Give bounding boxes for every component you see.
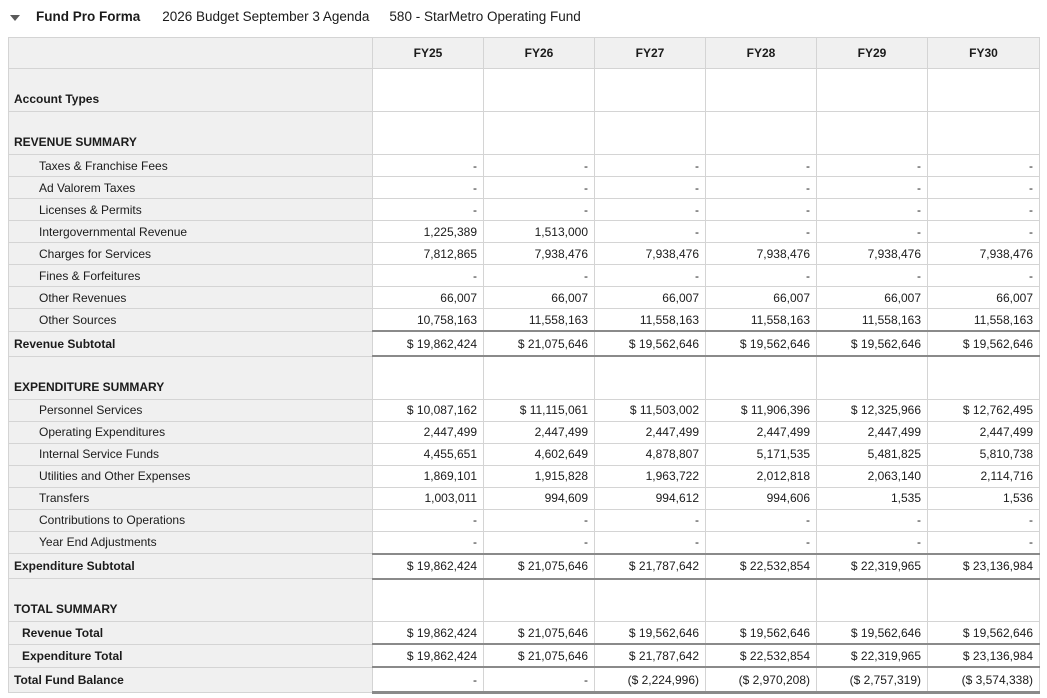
value-cell: $ 11,115,061 (484, 399, 595, 421)
value-cell: - (595, 199, 706, 221)
column-header-fy25: FY25 (373, 38, 484, 69)
table-row (9, 509, 1040, 531)
value-cell: 2,012,818 (706, 465, 817, 487)
value-cell: - (484, 155, 595, 177)
value-cell: 5,481,825 (817, 443, 928, 465)
value-cell: - (706, 199, 817, 221)
value-cell: $ 22,532,854 (706, 644, 817, 667)
value-cell: $ 11,906,396 (706, 399, 817, 421)
value-cell: 2,447,499 (595, 421, 706, 443)
column-header-row (9, 38, 1040, 69)
value-cell (595, 579, 706, 622)
value-cell: - (928, 155, 1040, 177)
value-cell (817, 69, 928, 112)
value-cell: 7,938,476 (928, 243, 1040, 265)
value-cell (595, 356, 706, 399)
value-cell: ($ 2,970,208) (706, 667, 817, 693)
value-cell: $ 22,319,965 (817, 554, 928, 579)
value-cell: 4,602,649 (484, 443, 595, 465)
value-cell: 11,558,163 (928, 309, 1040, 332)
value-cell: - (706, 509, 817, 531)
value-cell: - (928, 199, 1040, 221)
page-title: Fund Pro Forma (36, 9, 141, 24)
row-label-cell: Revenue Subtotal (9, 331, 373, 356)
value-cell: 4,455,651 (373, 443, 484, 465)
row-label-cell: Ad Valorem Taxes (9, 177, 373, 199)
value-cell: $ 22,532,854 (706, 554, 817, 579)
row-label-cell: Taxes & Franchise Fees (9, 155, 373, 177)
value-cell: $ 11,503,002 (595, 399, 706, 421)
value-cell: $ 19,862,424 (373, 622, 484, 645)
value-cell: $ 21,075,646 (484, 554, 595, 579)
value-cell: - (373, 155, 484, 177)
value-cell: 1,963,722 (595, 465, 706, 487)
fund-proforma-table (8, 37, 1040, 694)
value-cell: $ 19,862,424 (373, 554, 484, 579)
value-cell: 2,114,716 (928, 465, 1040, 487)
value-cell: 1,225,389 (373, 221, 484, 243)
table-row (9, 667, 1040, 693)
budget-name-label: 2026 Budget September 3 Agenda (162, 9, 370, 24)
value-cell: - (373, 177, 484, 199)
value-cell: - (817, 177, 928, 199)
row-label-cell: Internal Service Funds (9, 443, 373, 465)
value-cell: - (928, 509, 1040, 531)
value-cell: - (706, 531, 817, 554)
value-cell: - (928, 531, 1040, 554)
row-label-cell: Total Fund Balance (9, 667, 373, 693)
value-cell: - (928, 221, 1040, 243)
value-cell (817, 356, 928, 399)
row-label-cell: Licenses & Permits (9, 199, 373, 221)
table-row (9, 356, 1040, 399)
value-cell: - (595, 509, 706, 531)
table-row (9, 465, 1040, 487)
column-header-fy27: FY27 (595, 38, 706, 69)
report-header (8, 9, 601, 24)
value-cell (706, 112, 817, 155)
value-cell (373, 356, 484, 399)
value-cell: 7,938,476 (595, 243, 706, 265)
table-row (9, 177, 1040, 199)
value-cell (928, 579, 1040, 622)
value-cell: 5,171,535 (706, 443, 817, 465)
value-cell: 1,003,011 (373, 487, 484, 509)
column-header-fy30: FY30 (928, 38, 1040, 69)
value-cell: ($ 3,574,338) (928, 667, 1040, 693)
row-label-cell: Utilities and Other Expenses (9, 465, 373, 487)
value-cell: - (373, 667, 484, 693)
value-cell: 7,938,476 (484, 243, 595, 265)
value-cell: 7,812,865 (373, 243, 484, 265)
value-cell (373, 579, 484, 622)
value-cell: 4,878,807 (595, 443, 706, 465)
row-label-cell: Other Revenues (9, 287, 373, 309)
value-cell: $ 19,862,424 (373, 644, 484, 667)
table-row (9, 287, 1040, 309)
table-row (9, 531, 1040, 554)
value-cell (373, 112, 484, 155)
value-cell: - (484, 199, 595, 221)
value-cell: 66,007 (373, 287, 484, 309)
value-cell: 11,558,163 (484, 309, 595, 332)
table-row (9, 399, 1040, 421)
value-cell: $ 19,562,646 (595, 622, 706, 645)
row-label-cell: Expenditure Total (9, 644, 373, 667)
value-cell: 1,869,101 (373, 465, 484, 487)
value-cell (706, 69, 817, 112)
value-cell: 1,513,000 (484, 221, 595, 243)
table-row (9, 487, 1040, 509)
value-cell (928, 69, 1040, 112)
value-cell: 11,558,163 (706, 309, 817, 332)
value-cell: 66,007 (706, 287, 817, 309)
value-cell: 66,007 (817, 287, 928, 309)
value-cell: ($ 2,757,319) (817, 667, 928, 693)
row-label-cell: Expenditure Subtotal (9, 554, 373, 579)
value-cell: $ 23,136,984 (928, 644, 1040, 667)
value-cell: - (817, 265, 928, 287)
value-cell (484, 112, 595, 155)
value-cell: 994,612 (595, 487, 706, 509)
row-label-cell: Account Types (9, 69, 373, 112)
value-cell: - (817, 155, 928, 177)
row-label-cell: Intergovernmental Revenue (9, 221, 373, 243)
value-cell: $ 23,136,984 (928, 554, 1040, 579)
value-cell (928, 112, 1040, 155)
value-cell: 2,447,499 (928, 421, 1040, 443)
value-cell: $ 21,075,646 (484, 644, 595, 667)
value-cell: - (706, 221, 817, 243)
row-label-cell: Year End Adjustments (9, 531, 373, 554)
table-row (9, 622, 1040, 645)
table-row (9, 443, 1040, 465)
value-cell: $ 21,787,642 (595, 644, 706, 667)
value-cell: 11,558,163 (595, 309, 706, 332)
value-cell: - (484, 265, 595, 287)
value-cell: 2,447,499 (373, 421, 484, 443)
value-cell: $ 12,325,966 (817, 399, 928, 421)
table-row (9, 644, 1040, 667)
value-cell: 7,938,476 (817, 243, 928, 265)
value-cell: $ 10,087,162 (373, 399, 484, 421)
value-cell: $ 19,562,646 (595, 331, 706, 356)
row-label-cell: Charges for Services (9, 243, 373, 265)
table-row (9, 579, 1040, 622)
column-header-fy29: FY29 (817, 38, 928, 69)
value-cell: - (484, 667, 595, 693)
value-cell: 5,810,738 (928, 443, 1040, 465)
value-cell: - (706, 177, 817, 199)
value-cell: - (484, 177, 595, 199)
row-label-cell: TOTAL SUMMARY (9, 579, 373, 622)
value-cell: 66,007 (928, 287, 1040, 309)
table-row (9, 309, 1040, 332)
table-row (9, 331, 1040, 356)
value-cell (484, 579, 595, 622)
value-cell: 2,063,140 (817, 465, 928, 487)
value-cell: - (706, 265, 817, 287)
column-header-fy26: FY26 (484, 38, 595, 69)
value-cell: 66,007 (595, 287, 706, 309)
value-cell: - (373, 509, 484, 531)
row-label-cell: REVENUE SUMMARY (9, 112, 373, 155)
table-body (9, 69, 1040, 693)
value-cell: 1,535 (817, 487, 928, 509)
value-cell: - (484, 509, 595, 531)
value-cell: - (817, 531, 928, 554)
value-cell (817, 579, 928, 622)
value-cell: 1,536 (928, 487, 1040, 509)
value-cell (595, 112, 706, 155)
corner-header-cell (9, 38, 373, 69)
value-cell: $ 19,862,424 (373, 331, 484, 356)
value-cell: $ 21,075,646 (484, 622, 595, 645)
row-label-cell: EXPENDITURE SUMMARY (9, 356, 373, 399)
value-cell: $ 19,562,646 (928, 331, 1040, 356)
table-row (9, 69, 1040, 112)
table-row (9, 265, 1040, 287)
table-row (9, 243, 1040, 265)
value-cell (817, 112, 928, 155)
value-cell: - (928, 177, 1040, 199)
column-header-fy28: FY28 (706, 38, 817, 69)
value-cell: ($ 2,224,996) (595, 667, 706, 693)
value-cell: $ 21,075,646 (484, 331, 595, 356)
table-row (9, 155, 1040, 177)
value-cell: - (817, 221, 928, 243)
value-cell: 10,758,163 (373, 309, 484, 332)
row-label-cell: Transfers (9, 487, 373, 509)
value-cell: - (595, 531, 706, 554)
value-cell: $ 19,562,646 (928, 622, 1040, 645)
row-label-cell: Other Sources (9, 309, 373, 332)
value-cell (928, 356, 1040, 399)
value-cell (373, 69, 484, 112)
value-cell (706, 356, 817, 399)
value-cell: $ 22,319,965 (817, 644, 928, 667)
row-label-cell: Operating Expenditures (9, 421, 373, 443)
value-cell: - (817, 509, 928, 531)
value-cell: - (373, 199, 484, 221)
row-label-cell: Revenue Total (9, 622, 373, 645)
value-cell: 994,606 (706, 487, 817, 509)
value-cell: - (595, 177, 706, 199)
value-cell: 66,007 (484, 287, 595, 309)
fund-name-label: 580 - StarMetro Operating Fund (389, 9, 581, 24)
value-cell: 2,447,499 (817, 421, 928, 443)
row-label-cell: Personnel Services (9, 399, 373, 421)
table-row (9, 221, 1040, 243)
collapse-triangle-icon[interactable] (10, 15, 20, 21)
value-cell: $ 19,562,646 (706, 331, 817, 356)
row-label-cell: Contributions to Operations (9, 509, 373, 531)
value-cell: 2,447,499 (484, 421, 595, 443)
value-cell: - (484, 531, 595, 554)
value-cell: $ 19,562,646 (817, 622, 928, 645)
row-label-cell: Fines & Forfeitures (9, 265, 373, 287)
table-row (9, 554, 1040, 579)
value-cell: - (373, 265, 484, 287)
value-cell: - (373, 531, 484, 554)
value-cell: - (817, 199, 928, 221)
value-cell (595, 69, 706, 112)
value-cell: $ 19,562,646 (817, 331, 928, 356)
value-cell: $ 21,787,642 (595, 554, 706, 579)
value-cell: 11,558,163 (817, 309, 928, 332)
value-cell: 2,447,499 (706, 421, 817, 443)
value-cell (706, 579, 817, 622)
table-row (9, 112, 1040, 155)
value-cell: - (595, 265, 706, 287)
value-cell: $ 19,562,646 (706, 622, 817, 645)
value-cell: - (928, 265, 1040, 287)
table-row (9, 199, 1040, 221)
value-cell (484, 356, 595, 399)
value-cell: - (706, 155, 817, 177)
value-cell: 7,938,476 (706, 243, 817, 265)
table-row (9, 421, 1040, 443)
value-cell (484, 69, 595, 112)
value-cell: $ 12,762,495 (928, 399, 1040, 421)
value-cell: - (595, 155, 706, 177)
value-cell: - (595, 221, 706, 243)
value-cell: 1,915,828 (484, 465, 595, 487)
value-cell: 994,609 (484, 487, 595, 509)
